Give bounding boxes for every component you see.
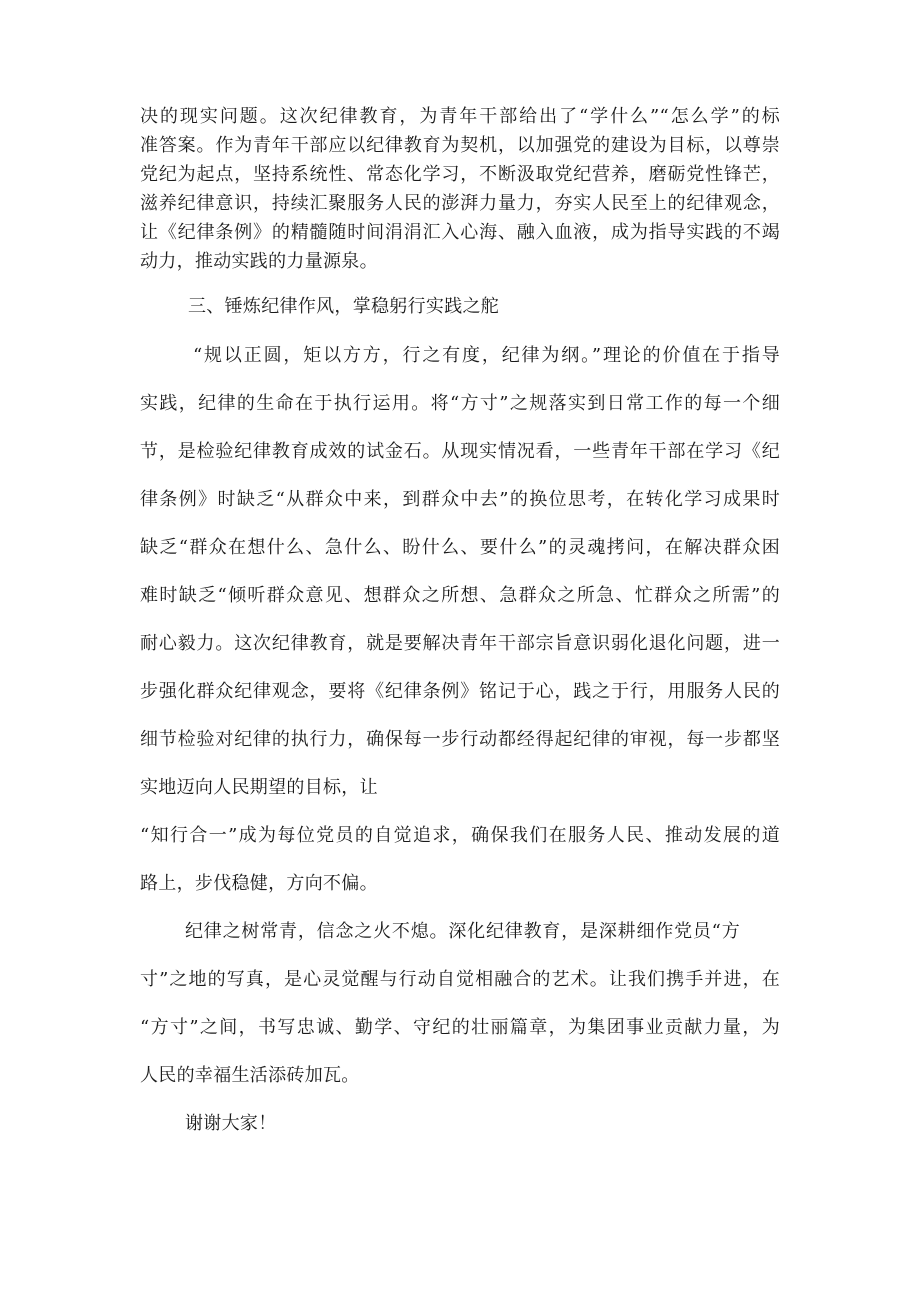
paragraph-line: “知行合一”成为每位党员的自觉追求，确保我们在服务人民、推动发展的道 bbox=[140, 825, 780, 846]
paragraph-line: 步强化群众纪律观念，要将《纪律条例》铭记于心，践之于行，用服务人民的 bbox=[140, 681, 780, 702]
paragraph-line: 准答案。作为青年干部应以纪律教育为契机，以加强党的建设为目标，以尊崇 bbox=[140, 135, 780, 156]
paragraph-line: 路上，步伐稳健，方向不偏。 bbox=[140, 873, 378, 894]
paragraph-line: 耐心毅力。这次纪律教育，就是要解决青年干部宗旨意识弱化退化问题，进一 bbox=[140, 633, 780, 654]
paragraph-line: 纪律之树常青，信念之火不熄。深化纪律教育，是深耕细作党员“方 bbox=[185, 921, 740, 942]
paragraph-line: 滋养纪律意识，持续汇聚服务人民的澎湃力量力，夯实人民至上的纪律观念， bbox=[140, 193, 780, 214]
paragraph-line: 细节检验对纪律的执行力，确保每一步行动都经得起纪律的审视，每一步都坚 bbox=[140, 729, 780, 750]
paragraph-line: 人民的幸福生活添砖加瓦。 bbox=[140, 1065, 360, 1086]
paragraph-line: 决的现实问题。这次纪律教育，为青年干部给出了“学什么”“怎么学”的标 bbox=[140, 106, 780, 127]
paragraph-line: 实地迈向人民期望的目标，让 bbox=[140, 777, 378, 798]
paragraph-line: 难时缺乏“倾听群众意见、想群众之所想、急群众之所急、忙群众之所需”的 bbox=[140, 585, 780, 606]
paragraph-line: 实践，纪律的生命在于执行运用。将“方寸”之规落实到日常工作的每一个细 bbox=[140, 393, 780, 414]
paragraph-line: “方寸”之间，书写忠诚、勤学、守纪的壮丽篇章，为集团事业贡献力量，为 bbox=[140, 1017, 780, 1038]
paragraph-line: 党纪为起点，坚持系统性、常态化学习，不断汲取党纪营养，磨砺党性锋芒， bbox=[140, 164, 780, 185]
paragraph-line: 律条例》时缺乏“从群众中来，到群众中去”的换位思考，在转化学习成果时 bbox=[140, 489, 780, 510]
paragraph-line: 动力，推动实践的力量源泉。 bbox=[140, 251, 378, 272]
paragraph-line: “规以正圆，矩以方方，行之有度，纪律为纲。”理论的价值在于指导 bbox=[193, 345, 780, 366]
paragraph-line: 让《纪律条例》的精髓随时间涓涓汇入心海、融入血液，成为指导实践的不竭 bbox=[140, 222, 780, 243]
paragraph-line: 节，是检验纪律教育成效的试金石。从现实情况看，一些青年干部在学习《纪 bbox=[140, 441, 780, 462]
paragraph-line: 寸”之地的写真，是心灵觉醒与行动自觉相融合的艺术。让我们携手并进，在 bbox=[140, 969, 780, 990]
paragraph-line: 缺乏“群众在想什么、急什么、盼什么、要什么”的灵魂拷问，在解决群众困 bbox=[140, 537, 780, 558]
closing-line: 谢谢大家！ bbox=[185, 1113, 277, 1134]
section-heading: 三、锤炼纪律作风，掌稳躬行实践之舵 bbox=[188, 296, 500, 317]
